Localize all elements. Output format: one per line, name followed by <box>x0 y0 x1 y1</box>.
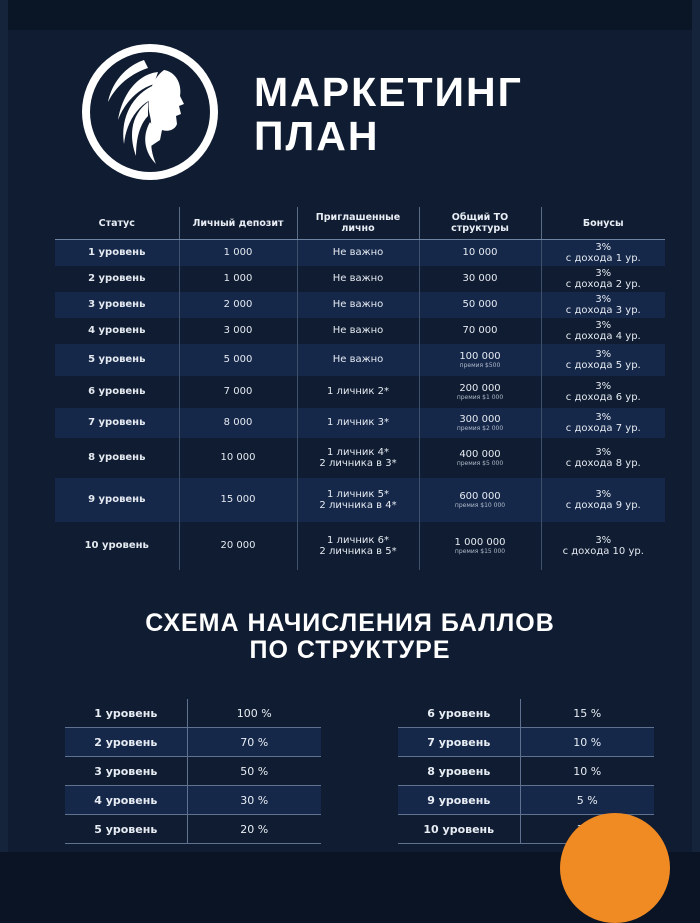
column-header-invited: Приглашенные лично <box>297 207 419 240</box>
bonus-text: с дохода 9 ур. <box>565 499 641 511</box>
bonus-cell <box>541 240 665 266</box>
column-header-status: Статус <box>55 207 179 240</box>
turnover-value: 100 000 <box>459 350 501 362</box>
premium-note: премия $1 000 <box>456 393 504 401</box>
deposit-cell: 20 000 <box>179 522 297 570</box>
table-row <box>55 438 665 478</box>
level-cell: 4 уровень <box>65 786 187 815</box>
table-row <box>55 408 665 438</box>
deposit-cell: 5 000 <box>179 344 297 376</box>
percent-cell: 100 % <box>187 699 321 728</box>
bonus-cell <box>541 376 665 408</box>
bonus-percent: 3% <box>595 446 612 458</box>
percent-cell: 20 % <box>187 815 321 844</box>
turnover-cell <box>419 344 541 376</box>
points-row <box>398 786 654 815</box>
invited-cell <box>297 240 419 266</box>
bonus-percent: 3% <box>595 411 612 423</box>
turnover-value: 300 000 <box>459 413 501 425</box>
top-strip <box>8 0 692 30</box>
deposit-cell: 1 000 <box>179 240 297 266</box>
turnover-cell <box>419 266 541 292</box>
turnover-value: 10 000 <box>462 247 498 259</box>
table-header-row <box>55 207 665 240</box>
bonus-percent: 3% <box>595 534 612 546</box>
points-row <box>65 728 321 757</box>
percent-cell: 50 % <box>187 757 321 786</box>
bonus-cell <box>541 438 665 478</box>
points-row <box>398 728 654 757</box>
bonus-cell <box>541 408 665 438</box>
turnover-cell <box>419 478 541 522</box>
bonus-cell <box>541 318 665 344</box>
status-cell: 9 уровень <box>55 478 179 522</box>
invited-text: Не важно <box>332 273 384 284</box>
percent-cell: 10 % <box>520 728 654 757</box>
marketing-plan-page <box>8 0 692 852</box>
percent-cell: 10 % <box>520 757 654 786</box>
turnover-cell <box>419 522 541 570</box>
status-cell: 5 уровень <box>55 344 179 376</box>
points-scheme-heading <box>8 610 692 664</box>
orange-circle-decoration <box>560 813 670 923</box>
turnover-cell <box>419 438 541 478</box>
title-line-2: ПЛАН <box>254 113 380 159</box>
invited-text: Не важно <box>332 247 384 259</box>
invited-text: 1 личник 3* <box>327 417 389 428</box>
column-header-deposit: Личный депозит <box>179 207 297 240</box>
deposit-cell: 10 000 <box>179 438 297 478</box>
invited-text-2: 2 личника в 4* <box>319 499 397 511</box>
table-row <box>55 344 665 376</box>
bonus-percent: 3% <box>595 488 612 500</box>
title-line-1: МАРКЕТИНГ <box>254 69 523 115</box>
invited-text: Не важно <box>332 354 384 365</box>
turnover-cell <box>419 318 541 344</box>
invited-text: 1 личник 2* <box>327 386 389 397</box>
level-cell: 10 уровень <box>398 815 520 844</box>
premium-note: премия $10 000 <box>454 501 506 509</box>
status-cell: 3 уровень <box>55 292 179 318</box>
invited-cell <box>297 522 419 570</box>
premium-note: премия $500 <box>459 361 501 369</box>
invited-cell <box>297 408 419 438</box>
turnover-cell <box>419 240 541 266</box>
bonus-cell <box>541 266 665 292</box>
invited-text: 1 личник 5* <box>327 488 389 500</box>
turnover-cell <box>419 292 541 318</box>
deposit-cell: 3 000 <box>179 318 297 344</box>
invited-cell <box>297 438 419 478</box>
status-cell: 8 уровень <box>55 438 179 478</box>
marketing-table <box>55 207 665 570</box>
percent-cell: 30 % <box>187 786 321 815</box>
turnover-value: 30 000 <box>462 273 498 284</box>
turnover-value: 50 000 <box>462 299 498 310</box>
bonus-percent: 3% <box>595 319 612 331</box>
premium-note: премия $2 000 <box>456 424 504 432</box>
bonus-percent: 3% <box>595 267 612 279</box>
bonus-text: с дохода 3 ур. <box>565 304 641 316</box>
left-edge <box>0 0 8 852</box>
deposit-cell: 1 000 <box>179 266 297 292</box>
bonus-percent: 3% <box>595 380 612 392</box>
bonus-text: с дохода 5 ур. <box>565 359 641 371</box>
deposit-cell: 2 000 <box>179 292 297 318</box>
column-header-bonuses: Бонусы <box>541 207 665 240</box>
table-row <box>55 376 665 408</box>
turnover-value: 1 000 000 <box>454 536 506 548</box>
invited-text-2: 2 личника в 5* <box>319 545 397 557</box>
level-cell: 6 уровень <box>398 699 520 728</box>
bonus-text: с дохода 7 ур. <box>565 422 641 434</box>
points-row <box>398 757 654 786</box>
invited-text: 1 личник 6* <box>327 534 389 546</box>
bonus-text: с дохода 4 ур. <box>565 330 641 342</box>
status-cell: 1 уровень <box>55 240 179 266</box>
goddess-head-logo-icon <box>78 40 222 184</box>
invited-text: 1 личник 4* <box>327 446 389 458</box>
invited-cell <box>297 376 419 408</box>
bonus-cell <box>541 344 665 376</box>
invited-cell <box>297 292 419 318</box>
invited-text: Не важно <box>332 325 384 336</box>
bonus-cell <box>541 522 665 570</box>
bonus-text: с дохода 10 ур. <box>562 545 644 557</box>
column-header-turnover: Общий ТО структуры <box>419 207 541 240</box>
level-cell: 2 уровень <box>65 728 187 757</box>
bonus-percent: 3% <box>595 348 612 360</box>
bonus-percent: 3% <box>595 241 612 253</box>
turnover-cell <box>419 408 541 438</box>
deposit-cell: 15 000 <box>179 478 297 522</box>
deposit-cell: 7 000 <box>179 376 297 408</box>
points-row <box>65 815 321 844</box>
invited-text: Не важно <box>332 299 384 310</box>
table-row <box>55 240 665 266</box>
premium-note: премия $15 000 <box>454 547 506 555</box>
percent-cell: 5 % <box>520 786 654 815</box>
bonus-percent: 3% <box>595 293 612 305</box>
percent-cell: 70 % <box>187 728 321 757</box>
level-cell: 5 уровень <box>65 815 187 844</box>
status-cell: 6 уровень <box>55 376 179 408</box>
page-title <box>254 70 523 158</box>
invited-cell <box>297 266 419 292</box>
bonus-cell <box>541 478 665 522</box>
right-edge <box>692 0 700 852</box>
premium-note: премия $5 000 <box>456 459 504 467</box>
turnover-value: 400 000 <box>459 448 501 460</box>
table-row <box>55 478 665 522</box>
level-cell: 9 уровень <box>398 786 520 815</box>
invited-text-2: 2 личника в 3* <box>319 457 397 469</box>
bonus-text: с дохода 6 ур. <box>565 391 641 403</box>
points-row <box>65 699 321 728</box>
points-row <box>398 699 654 728</box>
points-row <box>65 757 321 786</box>
turnover-value: 200 000 <box>459 382 501 394</box>
status-cell: 4 уровень <box>55 318 179 344</box>
bonus-text: с дохода 2 ур. <box>565 278 641 290</box>
invited-cell <box>297 344 419 376</box>
table-row <box>55 318 665 344</box>
table-row <box>55 292 665 318</box>
turnover-value: 70 000 <box>462 325 498 336</box>
turnover-cell <box>419 376 541 408</box>
points-table-left <box>65 699 321 844</box>
table-row <box>55 266 665 292</box>
heading-line-2: ПО СТРУКТУРЕ <box>249 636 451 664</box>
bonus-cell <box>541 292 665 318</box>
deposit-cell: 8 000 <box>179 408 297 438</box>
status-cell: 7 уровень <box>55 408 179 438</box>
status-cell: 2 уровень <box>55 266 179 292</box>
status-cell: 10 уровень <box>55 522 179 570</box>
invited-cell <box>297 478 419 522</box>
heading-line-1: СХЕМА НАЧИСЛЕНИЯ БАЛЛОВ <box>145 609 555 637</box>
points-row <box>65 786 321 815</box>
level-cell: 1 уровень <box>65 699 187 728</box>
invited-cell <box>297 318 419 344</box>
level-cell: 8 уровень <box>398 757 520 786</box>
level-cell: 7 уровень <box>398 728 520 757</box>
level-cell: 3 уровень <box>65 757 187 786</box>
bonus-text: с дохода 8 ур. <box>565 457 641 469</box>
bonus-text: с дохода 1 ур. <box>565 252 641 264</box>
turnover-value: 600 000 <box>459 490 501 502</box>
table-row <box>55 522 665 570</box>
percent-cell: 15 % <box>520 699 654 728</box>
